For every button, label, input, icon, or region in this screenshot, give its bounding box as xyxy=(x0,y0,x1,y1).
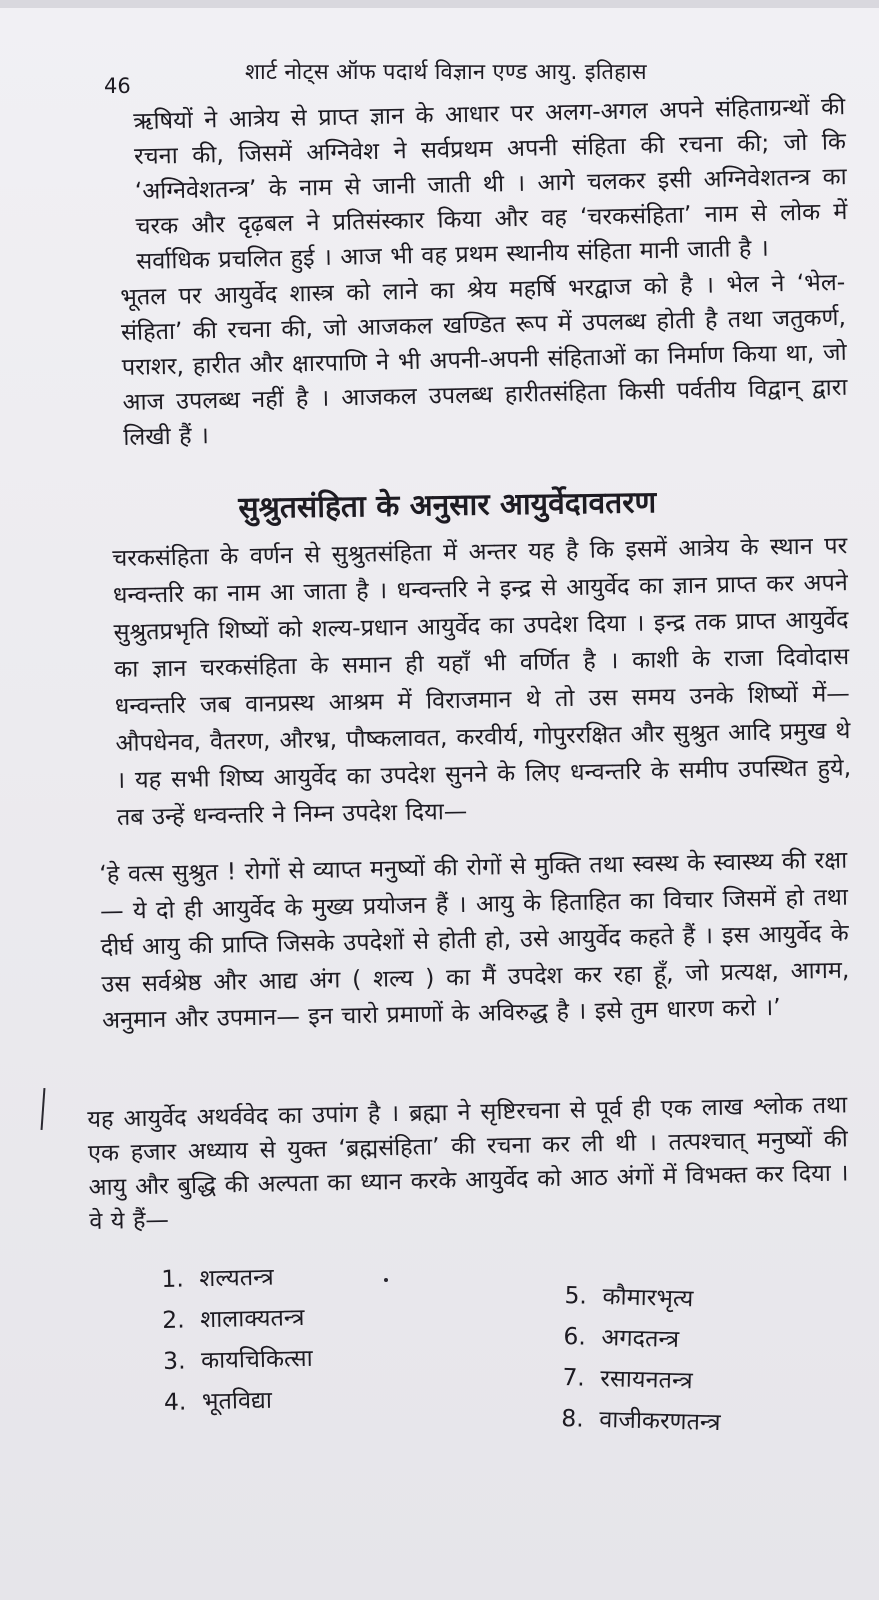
ayurveda-branches-list-right xyxy=(561,1278,725,1446)
section-heading: सुश्रुतसंहिता के अनुसार आयुर्वेदावतरण xyxy=(238,485,657,526)
list-item-number: 2. xyxy=(161,1305,185,1334)
list-item xyxy=(164,1382,314,1426)
list-item xyxy=(161,1259,311,1303)
list-item xyxy=(564,1278,724,1323)
list-item-text: भूतविद्या xyxy=(201,1385,273,1416)
paragraph-atharvaveda: यह आयुर्वेद अथर्ववेद का उपांग है । ब्रह्मा ने सृष्टिरचना से पूर्व ही एक लाख श्लोक तथा एक हजार अध्याय से युक्त ‘ब्रह्मसंहिता’ की रचना कर ली थी । तत्पश्चात् मनुष्यों की आयु और बुद्धि की अल्पता का ध्यान करके आयुर्वेद को आठ अंगों में विभक्त कर दिया । वे ये हैं— xyxy=(87,1090,849,1235)
list-item-number: 1. xyxy=(161,1264,185,1293)
paragraph-sushruta-quote: ‘हे वत्स सुश्रुत ! रोगों से व्याप्त मनुष्यों की रोगों से मुक्ति तथा स्वस्थ के स्वास्थ्य की रक्षा— ये दो ही आयुर्वेद के मुख्य प्रयोजन हैं । आयु के हिताहित का विचार जिसमें हो तथा दीर्घ आयु की प्राप्ति जिसके उपदेशों से होती हो, उसे आयुर्वेद कहते हैं । इस आयुर्वेद के उस सर्वश्रेष्ठ और आद्य अंग ( शल्य ) का मैं उपदेश कर रहा हूँ, जो प्रत्यक्ष, आगम, अनुमान और उपमान— इन चारो प्रमाणों के अविरुद्ध है । इसे तुम धारण करो ।’ xyxy=(99,845,850,1034)
list-item xyxy=(562,1360,722,1405)
list-item xyxy=(162,1300,312,1344)
page-number: 46 xyxy=(104,74,131,98)
list-item-text: वाजीकरणतन्त्र xyxy=(598,1404,721,1437)
list-item xyxy=(561,1401,721,1446)
list-item-text: कौमारभृत्य xyxy=(602,1281,694,1313)
list-item xyxy=(163,1341,313,1385)
page-top-edge xyxy=(0,0,879,8)
list-item-number: 7. xyxy=(562,1362,586,1392)
list-item-number: 4. xyxy=(163,1387,187,1416)
list-item-text: शल्यतन्त्र xyxy=(199,1262,274,1293)
list-item-number: 3. xyxy=(162,1346,186,1375)
paragraph-bharadwaj: भूतल पर आयुर्वेद शास्त्र को लाने का श्रेय महर्षि भरद्वाज को है । भेल ने ‘भेल-संहिता’ की रचना की, जो आजकल खण्डित रूप में उपलब्ध होती है तथा जतुकर्ण, पराशर, हारीत और क्षारपाणि ने भी अपनी-अपनी संहिताओं का निर्माण किया था, जो आज उपलब्ध नहीं है । आजकल उपलब्ध हारीतसंहिता किसी पर्वतीय विद्वान् द्वारा लिखी हैं । xyxy=(120,267,848,451)
running-head: शार्ट नोट्स ऑफ पदार्थ विज्ञान एण्ड आयु. इतिहास xyxy=(245,60,647,85)
list-item-text: शालाक्यतन्त्र xyxy=(199,1303,305,1334)
paragraph-rishis-samhitas: ऋषियों ने आत्रेय से प्राप्त ज्ञान के आधार पर अलग-अगल अपने संहिताग्रन्थों की रचना की, जिसमें अग्निवेश ने सर्वप्रथम अपनी संहिता की रचना की; जो कि ‘अग्निवेशतन्त्र’ के नाम से जानी जाती थी । आगे चलकर इसी अग्निवेशतन्त्र का चरक और दृढ़बल ने प्रतिसंस्कार किया और वह ‘चरकसंहिता’ नाम से लोक में सर्वाधिक प्रचलित हुई । आज भी वह प्रथम स्थानीय संहिता मानी जाती है । xyxy=(133,92,848,275)
list-item-text: अगदतन्त्र xyxy=(601,1322,680,1354)
list-item-number: 8. xyxy=(560,1403,585,1433)
ink-dot xyxy=(384,1278,388,1282)
list-item-number: 6. xyxy=(563,1321,587,1351)
paragraph-dhanvantari: चरकसंहिता के वर्णन से सुश्रुतसंहिता में अन्तर यह है कि इसमें आत्रेय के स्थान पर धन्वन्तरि का नाम आ जाता है । धन्वन्तरि ने इन्द्र से आयुर्वेद का ज्ञान प्राप्त कर अपने सुश्रुतप्रभृति शिष्यों को शल्य-प्रधान आयुर्वेद का उपदेश दिया । इन्द्र तक प्राप्त आयुर्वेद का ज्ञान चरकसंहिता के समान ही यहाँ भी वर्णित है । काशी के राजा दिवोदास धन्वन्तरि जब वानप्रस्थ आश्रम में विराजमान थे तो उस समय उनके शिष्यों में— औपधेनव, वैतरण, औरभ्र, पौष्कलावत, करवीर्य, गोपुररक्षित और सुश्रुत आदि प्रमुख थे । यह सभी शिष्य आयुर्वेद का उपदेश सुनने के लिए धन्वन्तरि के समीप उपस्थित हुये, तब उन्हें धन्वन्तरि ने निम्न उपदेश दिया— xyxy=(112,531,852,831)
list-item-number: 5. xyxy=(564,1280,588,1310)
list-item-text: रसायनतन्त्र xyxy=(600,1363,693,1395)
list-item-text: कायचिकित्सा xyxy=(200,1343,313,1375)
ayurveda-branches-list-left xyxy=(161,1259,314,1426)
list-item xyxy=(563,1319,723,1364)
pen-margin-mark xyxy=(41,1088,46,1130)
